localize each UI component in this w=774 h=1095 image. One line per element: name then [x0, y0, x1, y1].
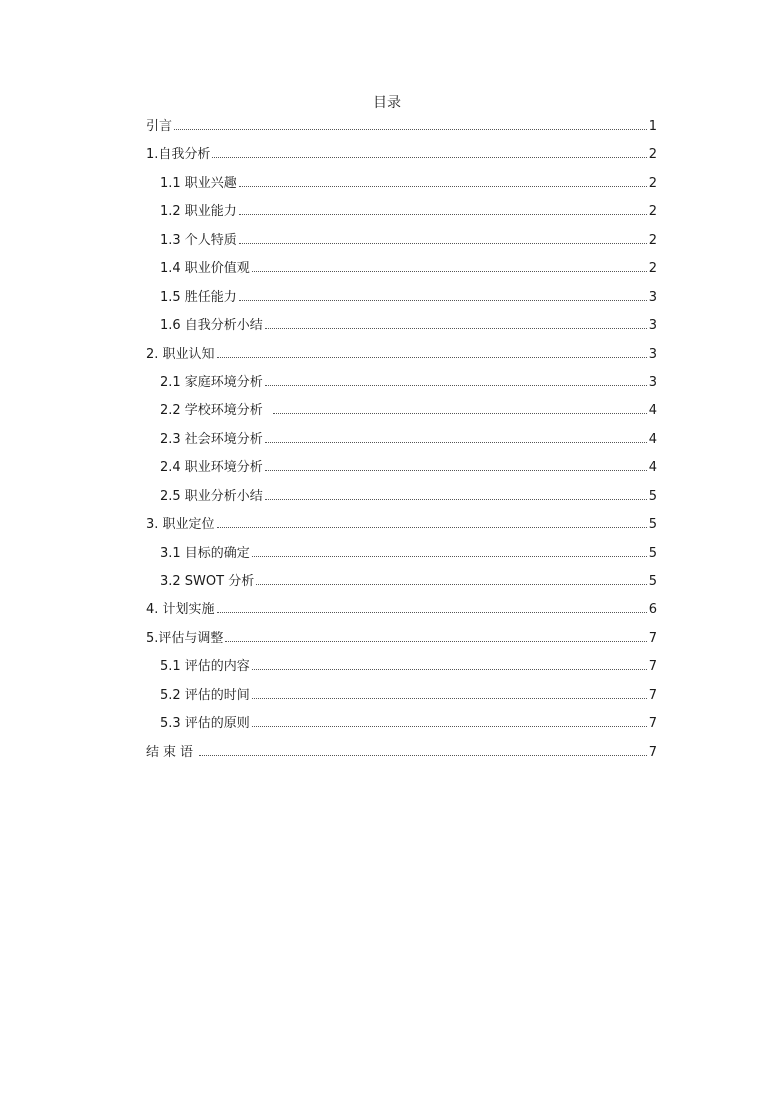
toc-entry-page: 2	[648, 261, 657, 277]
toc-entry-page: 3	[648, 318, 657, 334]
toc-entry-page: 7	[648, 687, 657, 703]
toc-entry-label: 1.5 胜任能力	[160, 289, 237, 305]
toc-entry-page: 3	[648, 346, 657, 362]
toc-entry-label: 1.3 个人特质	[160, 232, 237, 248]
toc-entry[interactable]	[146, 144, 657, 172]
toc-dot-leader	[217, 612, 647, 613]
toc-entry-label: 3.2 SWOT 分析	[160, 574, 255, 589]
toc-entry-page: 5	[648, 574, 657, 589]
toc-entry-page: 1	[648, 119, 657, 134]
toc-entry-label: 1.1 职业兴趣	[160, 175, 237, 191]
toc-entry-page: 2	[648, 147, 657, 163]
toc-entry-page: 4	[648, 460, 657, 476]
toc-entry-label: 2.5 职业分析小结	[160, 488, 263, 504]
toc-entry-label: 2.3 社会环境分析	[160, 431, 263, 447]
table-of-contents	[146, 116, 657, 770]
toc-entry-label: 5.评估与调整	[146, 630, 224, 646]
toc-dot-leader	[217, 357, 647, 358]
toc-entry[interactable]	[146, 400, 657, 428]
toc-entry-page: 7	[648, 744, 657, 760]
toc-entry[interactable]	[146, 116, 657, 144]
toc-entry-label: 4. 计划实施	[146, 602, 215, 618]
toc-dot-leader	[252, 556, 647, 557]
toc-entry[interactable]	[146, 344, 657, 372]
toc-entry-page: 2	[648, 232, 657, 248]
toc-entry[interactable]	[146, 372, 657, 400]
toc-entry[interactable]	[146, 230, 657, 258]
toc-dot-leader	[199, 755, 647, 756]
toc-entry[interactable]	[146, 742, 657, 770]
toc-entry-page: 2	[648, 204, 657, 220]
toc-dot-leader	[252, 698, 647, 699]
toc-dot-leader	[225, 641, 646, 642]
toc-dot-leader	[265, 442, 647, 443]
toc-dot-leader	[212, 157, 646, 158]
toc-entry-label: 1.自我分析	[146, 147, 211, 163]
toc-entry-page: 2	[648, 175, 657, 191]
toc-entry[interactable]	[146, 543, 657, 571]
toc-title: 目录	[373, 95, 401, 111]
toc-entry[interactable]	[146, 315, 657, 343]
toc-entry[interactable]	[146, 713, 657, 741]
toc-dot-leader	[239, 186, 647, 187]
toc-entry-label: 2.4 职业环境分析	[160, 460, 263, 476]
toc-entry[interactable]	[146, 201, 657, 229]
toc-entry[interactable]	[146, 287, 657, 315]
toc-entry-label: 1.2 职业能力	[160, 204, 237, 220]
toc-entry-label: 5.3 评估的原则	[160, 716, 250, 732]
toc-dot-leader	[239, 243, 647, 244]
toc-entry-label: 2. 职业认知	[146, 346, 215, 362]
toc-entry-page: 5	[648, 545, 657, 561]
toc-entry[interactable]	[146, 599, 657, 627]
toc-entry[interactable]	[146, 486, 657, 514]
toc-entry-label: 3. 职业定位	[146, 517, 215, 533]
toc-entry-label: 1.4 职业价值观	[160, 261, 250, 277]
toc-entry-label: 2.1 家庭环境分析	[160, 374, 263, 390]
toc-entry-page: 7	[648, 659, 657, 675]
toc-dot-leader	[239, 300, 647, 301]
toc-dot-leader	[252, 271, 647, 272]
toc-entry-label: 结束语	[146, 744, 198, 760]
toc-entry-label: 2.2 学校环境分析	[160, 403, 272, 419]
toc-dot-leader	[265, 470, 647, 471]
toc-dot-leader	[273, 413, 647, 414]
toc-dot-leader	[252, 726, 647, 727]
toc-dot-leader	[252, 669, 647, 670]
toc-entry[interactable]	[146, 429, 657, 457]
toc-entry-label: 5.1 评估的内容	[160, 659, 250, 675]
toc-entry-page: 7	[648, 630, 657, 646]
toc-entry[interactable]	[146, 685, 657, 713]
toc-entry-label: 3.1 目标的确定	[160, 545, 250, 561]
toc-dot-leader	[239, 214, 647, 215]
toc-entry-label: 1.6 自我分析小结	[160, 318, 263, 334]
toc-entry[interactable]	[146, 656, 657, 684]
toc-entry[interactable]	[146, 628, 657, 656]
toc-entry-page: 3	[648, 374, 657, 390]
toc-entry-page: 7	[648, 716, 657, 732]
toc-dot-leader	[265, 499, 647, 500]
toc-dot-leader	[174, 129, 647, 130]
toc-entry[interactable]	[146, 571, 657, 599]
toc-entry-label: 引言	[146, 119, 173, 134]
toc-entry-page: 6	[648, 602, 657, 618]
toc-dot-leader	[256, 584, 647, 585]
toc-entry[interactable]	[146, 514, 657, 542]
toc-entry[interactable]	[146, 258, 657, 286]
toc-entry-label: 5.2 评估的时间	[160, 687, 250, 703]
toc-entry-page: 5	[648, 517, 657, 533]
toc-entry-page: 3	[648, 289, 657, 305]
toc-entry[interactable]	[146, 457, 657, 485]
toc-entry[interactable]	[146, 173, 657, 201]
toc-dot-leader	[265, 385, 647, 386]
toc-entry-page: 4	[648, 403, 657, 419]
toc-entry-page: 5	[648, 488, 657, 504]
toc-dot-leader	[217, 527, 647, 528]
toc-entry-page: 4	[648, 431, 657, 447]
toc-dot-leader	[265, 328, 647, 329]
